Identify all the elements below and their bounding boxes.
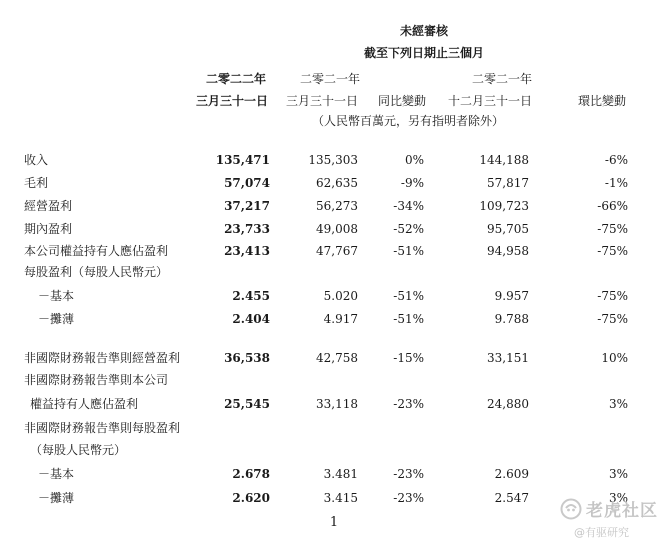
row-value-col1: 23,413 — [224, 244, 270, 258]
row-value-col2: 3.415 — [323, 491, 358, 505]
row-value-col3: -34% — [393, 199, 424, 213]
watermark — [560, 496, 665, 542]
col2-header-year: 二零二一年 — [299, 72, 361, 86]
row-value-col1: 37,217 — [224, 199, 270, 213]
row-value-col5: -6% — [604, 153, 628, 167]
row-value-col4: 2.547 — [494, 491, 529, 505]
row-label: 非國際財務報告準則經營盈利 — [24, 351, 181, 365]
row-label: －基本 — [38, 289, 75, 303]
row-value-col1: 2.678 — [232, 467, 270, 481]
row-value-col1: 2.620 — [232, 491, 270, 505]
table-row — [0, 418, 669, 438]
table-row — [0, 370, 669, 390]
row-value-col2: 5.020 — [323, 289, 358, 303]
row-label: 收入 — [24, 153, 49, 167]
unit-note: （人民幣百萬元，另有指明者除外） — [311, 114, 505, 128]
row-value-col1: 36,538 — [224, 351, 270, 365]
row-value-col4: 33,151 — [487, 351, 529, 365]
row-value-col2: 62,635 — [316, 176, 358, 190]
row-value-col5: 3% — [608, 491, 628, 505]
watermark-subtitle: @有驱研究 — [574, 526, 629, 539]
row-value-col3: -9% — [400, 176, 424, 190]
row-value-col5: 3% — [608, 467, 628, 481]
row-value-col3: -51% — [393, 312, 424, 326]
row-value-col4: 94,958 — [487, 244, 529, 258]
row-label: 非國際財務報告準則每股盈利 — [24, 421, 181, 435]
table-row — [0, 219, 669, 239]
row-label: 本公司權益持有人應佔盈利 — [24, 244, 169, 258]
row-label: －攤薄 — [38, 491, 75, 505]
row-value-col1: 23,733 — [224, 222, 270, 236]
row-value-col2: 135,303 — [308, 153, 358, 167]
row-value-col3: -52% — [393, 222, 424, 236]
row-value-col3: -23% — [393, 467, 424, 481]
table-row — [0, 464, 669, 484]
row-value-col4: 2.609 — [494, 467, 529, 481]
row-value-col1: 57,074 — [224, 176, 270, 190]
row-value-col5: -75% — [597, 222, 628, 236]
row-value-col5: -1% — [604, 176, 628, 190]
unaudited-heading: 未經審核 — [399, 24, 449, 38]
table-row — [0, 309, 669, 329]
row-value-col2: 4.917 — [323, 312, 358, 326]
row-value-col3: 0% — [404, 153, 424, 167]
table-row — [0, 262, 669, 282]
row-value-col4: 9.957 — [494, 289, 529, 303]
col1-header-year: 二零二二年 — [205, 72, 267, 86]
table-row — [0, 440, 669, 460]
row-value-col2: 56,273 — [316, 199, 358, 213]
row-value-col5: 10% — [601, 351, 628, 365]
row-value-col5: -75% — [597, 244, 628, 258]
table-row — [0, 348, 669, 368]
tiger-community-logo-icon — [560, 498, 582, 520]
row-value-col4: 57,817 — [487, 176, 529, 190]
row-value-col2: 49,008 — [316, 222, 358, 236]
row-value-col4: 109,723 — [479, 199, 529, 213]
page-number: 1 — [329, 515, 339, 530]
row-value-col1: 2.455 — [232, 289, 270, 303]
table-row — [0, 173, 669, 193]
row-value-col1: 25,545 — [224, 397, 270, 411]
row-label: 非國際財務報告準則本公司 — [24, 373, 169, 387]
row-value-col3: -51% — [393, 289, 424, 303]
table-row — [0, 241, 669, 261]
row-value-col1: 135,471 — [215, 153, 270, 167]
col4-header-year: 二零二一年 — [471, 72, 533, 86]
row-value-col3: -51% — [393, 244, 424, 258]
row-value-col4: 9.788 — [494, 312, 529, 326]
table-row — [0, 196, 669, 216]
col3-header: 同比變動 — [377, 94, 427, 108]
row-value-col3: -23% — [393, 397, 424, 411]
row-label: 權益持有人應佔盈利 — [30, 397, 139, 411]
row-label: －攤薄 — [38, 312, 75, 326]
row-value-col4: 24,880 — [487, 397, 529, 411]
row-value-col5: -66% — [597, 199, 628, 213]
row-value-col1: 2.404 — [232, 312, 270, 326]
watermark-title: 老虎社区 — [586, 501, 658, 521]
row-value-col4: 95,705 — [487, 222, 529, 236]
row-label: 每股盈利（每股人民幣元） — [24, 265, 169, 279]
col2-header-date: 三月三十一日 — [285, 94, 359, 108]
row-value-col3: -15% — [393, 351, 424, 365]
col5-header: 環比變動 — [577, 94, 627, 108]
row-value-col4: 144,188 — [479, 153, 529, 167]
row-value-col5: -75% — [597, 289, 628, 303]
row-label: －基本 — [38, 467, 75, 481]
row-label: 經營盈利 — [24, 199, 73, 213]
row-value-col2: 3.481 — [323, 467, 358, 481]
table-row — [0, 394, 669, 414]
row-label: （每股人民幣元） — [30, 443, 127, 457]
row-value-col2: 47,767 — [316, 244, 358, 258]
row-value-col3: -23% — [393, 491, 424, 505]
table-row — [0, 150, 669, 170]
period-heading: 截至下列日期止三個月 — [363, 46, 485, 60]
col4-header-date: 十二月三十一日 — [447, 94, 533, 108]
col1-header-date: 三月三十一日 — [195, 94, 269, 108]
table-row — [0, 286, 669, 306]
row-value-col2: 33,118 — [316, 397, 358, 411]
row-value-col2: 42,758 — [316, 351, 358, 365]
row-value-col5: -75% — [597, 312, 628, 326]
row-label: 期內盈利 — [24, 222, 73, 236]
row-value-col5: 3% — [608, 397, 628, 411]
row-label: 毛利 — [24, 176, 49, 190]
